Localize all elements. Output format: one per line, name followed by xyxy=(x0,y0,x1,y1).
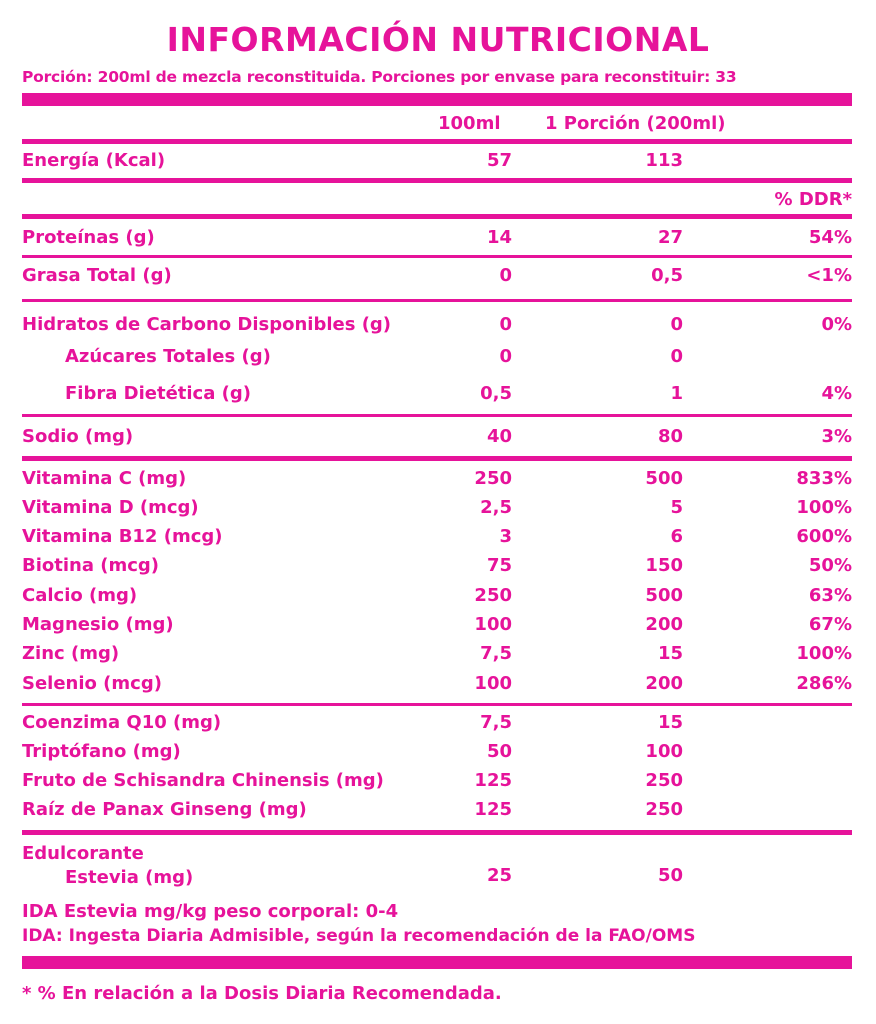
row-divider xyxy=(22,299,852,302)
row-value-100ml: 57 xyxy=(486,150,512,171)
row-value-100ml: 7,5 xyxy=(480,643,512,664)
row-label-magnesio: Magnesio (mg) xyxy=(22,614,174,635)
row-value-ddr: 50% xyxy=(808,555,852,576)
row-divider xyxy=(22,414,852,417)
row-label-calcio: Calcio (mg) xyxy=(22,585,138,606)
row-label-schisandra: Fruto de Schisandra Chinensis (mg) xyxy=(22,770,384,791)
row-value-100ml: 125 xyxy=(474,770,512,791)
column-header-100ml: 100ml xyxy=(438,113,501,134)
ida-definition-note: IDA: Ingesta Diaria Admisible, según la recomendación de la FAO/OMS xyxy=(22,926,696,946)
row-label-biotina: Biotina (mcg) xyxy=(22,555,160,576)
sweetener-divider xyxy=(22,830,852,835)
ddr-divider xyxy=(22,214,852,219)
row-value-portion: 200 xyxy=(645,673,683,694)
sweetener-group-label: Edulcorante xyxy=(22,843,144,864)
row-value-portion: 1 xyxy=(670,383,683,404)
row-value-portion: 250 xyxy=(645,770,683,791)
row-label-grasa: Grasa Total (g) xyxy=(22,265,172,286)
row-value-ddr: 833% xyxy=(796,468,852,489)
row-value-ddr: 63% xyxy=(808,585,852,606)
row-value-100ml: 50 xyxy=(486,741,512,762)
sweetener-value-portion: 50 xyxy=(657,865,683,886)
row-value-ddr: 3% xyxy=(821,426,852,447)
row-value-portion: 6 xyxy=(670,526,683,547)
row-label-azucares: Azúcares Totales (g) xyxy=(65,346,271,367)
row-value-100ml: 0 xyxy=(499,346,512,367)
row-value-100ml: 100 xyxy=(474,614,512,635)
row-value-ddr: 67% xyxy=(808,614,852,635)
row-value-100ml: 0 xyxy=(499,314,512,335)
top-divider xyxy=(22,93,852,106)
others-divider xyxy=(22,703,852,706)
row-value-ddr: 0% xyxy=(821,314,852,335)
row-label-vitamina-c: Vitamina C (mg) xyxy=(22,468,187,489)
column-header-ddr: % DDR* xyxy=(774,189,852,210)
bottom-divider xyxy=(22,956,852,969)
row-label-ginseng: Raíz de Panax Ginseng (mg) xyxy=(22,799,307,820)
header-divider xyxy=(22,139,852,144)
row-value-ddr: 100% xyxy=(796,643,852,664)
row-value-portion: 200 xyxy=(645,614,683,635)
footnote: * % En relación a la Dosis Diaria Recomendada. xyxy=(22,983,502,1004)
row-label-vitamina-b12: Vitamina B12 (mcg) xyxy=(22,526,223,547)
row-label-vitamina-d: Vitamina D (mcg) xyxy=(22,497,199,518)
row-value-portion: 150 xyxy=(645,555,683,576)
row-label-hidratos: Hidratos de Carbono Disponibles (g) xyxy=(22,314,392,335)
row-value-100ml: 100 xyxy=(474,673,512,694)
row-label-fibra: Fibra Dietética (g) xyxy=(65,383,251,404)
row-value-100ml: 3 xyxy=(499,526,512,547)
row-value-portion: 27 xyxy=(657,227,683,248)
row-value-ddr: 600% xyxy=(796,526,852,547)
energy-divider xyxy=(22,178,852,183)
row-value-ddr: 4% xyxy=(821,383,852,404)
vitamins-divider xyxy=(22,456,852,461)
sweetener-value-100ml: 25 xyxy=(486,865,512,886)
row-value-portion: 500 xyxy=(645,585,683,606)
label-title: INFORMACIÓN NUTRICIONAL xyxy=(166,20,710,59)
row-value-ddr: <1% xyxy=(806,265,852,286)
sweetener-label: Estevia (mg) xyxy=(65,867,194,888)
row-value-100ml: 0 xyxy=(499,265,512,286)
row-value-portion: 500 xyxy=(645,468,683,489)
row-value-ddr: 286% xyxy=(796,673,852,694)
ida-stevia-note: IDA Estevia mg/kg peso corporal: 0-4 xyxy=(22,901,399,922)
row-value-100ml: 250 xyxy=(474,585,512,606)
row-label-selenio: Selenio (mcg) xyxy=(22,673,162,694)
row-value-portion: 0 xyxy=(670,346,683,367)
row-value-ddr: 54% xyxy=(808,227,852,248)
row-value-100ml: 7,5 xyxy=(480,712,512,733)
row-value-100ml: 14 xyxy=(486,227,512,248)
row-value-portion: 113 xyxy=(645,150,683,171)
row-value-100ml: 2,5 xyxy=(480,497,512,518)
row-value-ddr: 100% xyxy=(796,497,852,518)
row-value-portion: 0,5 xyxy=(651,265,683,286)
row-value-100ml: 75 xyxy=(486,555,512,576)
row-value-100ml: 250 xyxy=(474,468,512,489)
row-value-100ml: 0,5 xyxy=(480,383,512,404)
row-value-portion: 250 xyxy=(645,799,683,820)
column-header-portion: 1 Porción (200ml) xyxy=(545,113,726,134)
row-value-100ml: 40 xyxy=(486,426,512,447)
row-value-portion: 0 xyxy=(670,314,683,335)
row-value-portion: 15 xyxy=(657,643,683,664)
row-label-zinc: Zinc (mg) xyxy=(22,643,120,664)
row-value-portion: 100 xyxy=(645,741,683,762)
row-divider xyxy=(22,255,852,258)
row-label-energia: Energía (Kcal) xyxy=(22,150,166,171)
row-label-triptofano: Triptófano (mg) xyxy=(22,741,181,762)
row-label-coenzima: Coenzima Q10 (mg) xyxy=(22,712,222,733)
row-value-portion: 80 xyxy=(657,426,683,447)
row-value-portion: 15 xyxy=(657,712,683,733)
row-value-100ml: 125 xyxy=(474,799,512,820)
row-label-proteinas: Proteínas (g) xyxy=(22,227,155,248)
row-label-sodio: Sodio (mg) xyxy=(22,426,134,447)
serving-info: Porción: 200ml de mezcla reconstituida. Porciones por envase para reconstituir: 33 xyxy=(22,68,737,86)
row-value-portion: 5 xyxy=(670,497,683,518)
